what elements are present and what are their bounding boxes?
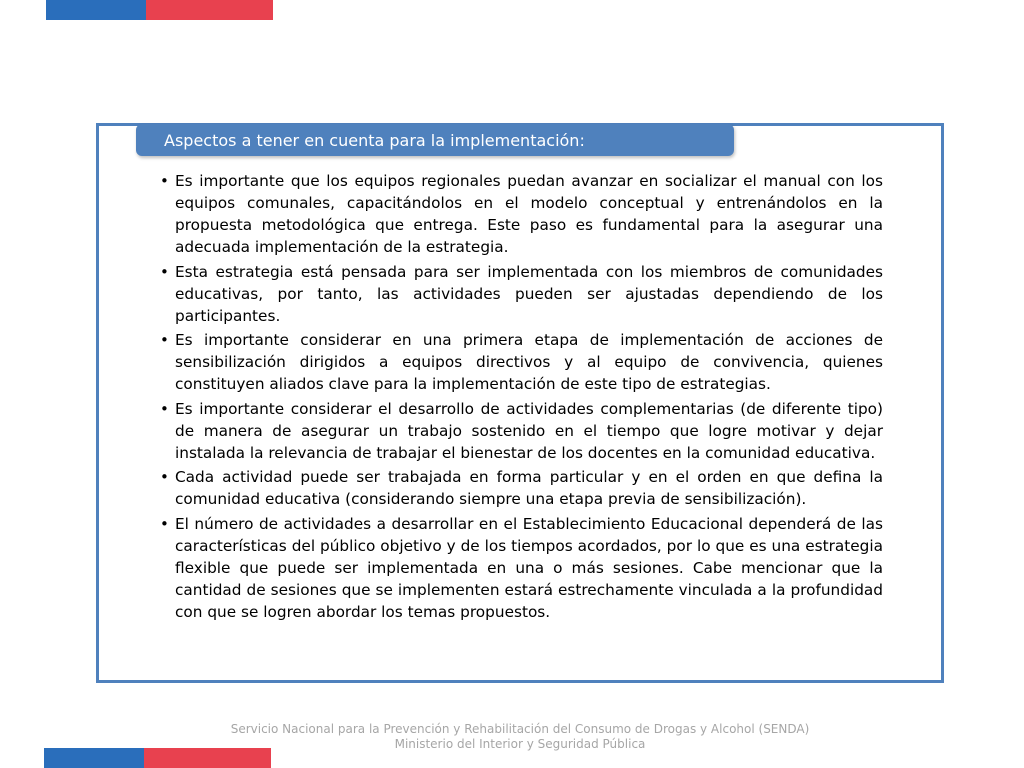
header-title: Aspectos a tener en cuenta para la implementación: [164, 130, 585, 150]
bullet-dot-icon: • [160, 468, 169, 486]
bullet-item [160, 398, 883, 464]
bullet-item [160, 261, 883, 327]
bullet-dot-icon: • [160, 514, 169, 533]
bullet-text: Es importante considerar el desarrollo de actividades complementarias (de diferente tipo) de manera de asegurar un trabajo sostenido en el tiempo que logre motivar y dejar instalada la relevancia de trabajar el bienestar de los docentes en la comunidad educativa. [175, 399, 883, 462]
bottom-flag-bar [44, 748, 271, 768]
bullet-dot-icon: • [160, 172, 169, 190]
bullet-item [160, 170, 883, 258]
flag-blue-segment [46, 0, 146, 20]
bullet-list [160, 170, 883, 625]
header-banner [136, 124, 734, 156]
bullet-text: Esta estrategia está pensada para ser implementada con los miembros de comunidades educativas, por tanto, las actividades pueden ser ajustadas dependiendo de los participantes. [175, 262, 883, 325]
footer-line-1: Servicio Nacional para la Prevención y Rehabilitación del Consumo de Drogas y Alcohol (SENDA) [230, 722, 810, 736]
bullet-text: Es importante considerar en una primera etapa de implementación de acciones de sensibilización dirigidos a equipos directivos y al equipo de convivencia, quienes constituyen aliados clave para la implementación de este tipo de estrategias. [175, 331, 883, 393]
bullet-item [160, 513, 883, 623]
bullet-text: Es importante que los equipos regionales puedan avanzar en socializar el manual con los equipos comunales, capacitándolos en el modelo conceptual y entrenándolos en la propuesta metodológica que entrega. Este paso es fundamental para la asegurar una adecuada implementación de la estrategia. [175, 172, 883, 256]
flag-red-segment [144, 748, 271, 768]
bullet-text: El número de actividades a desarrollar en el Establecimiento Educacional dependerá de las características del público objetivo y de los tiempos acordados, por lo que es una estrategia flexible que puede ser implementada en una o más sesiones. Cabe mencionar que la cantidad de sesiones que se implementen estará estrechamente vinculada a la profundidad con que se logren abordar los temas propuestos. [175, 514, 883, 621]
top-flag-bar [46, 0, 273, 20]
bullet-dot-icon: • [160, 262, 169, 281]
flag-blue-segment [44, 748, 144, 768]
bullet-text: Cada actividad puede ser trabajada en forma particular y en el orden en que defina la comunidad educativa (considerando siempre una etapa previa de sensibilización). [175, 468, 883, 508]
bullet-dot-icon: • [160, 399, 169, 418]
flag-red-segment [146, 0, 273, 20]
bullet-dot-icon: • [160, 331, 169, 349]
footer [190, 722, 850, 752]
footer-line-2: Ministerio del Interior y Seguridad Pública [394, 737, 646, 751]
bullet-item [160, 329, 883, 395]
bullet-item [160, 466, 883, 510]
